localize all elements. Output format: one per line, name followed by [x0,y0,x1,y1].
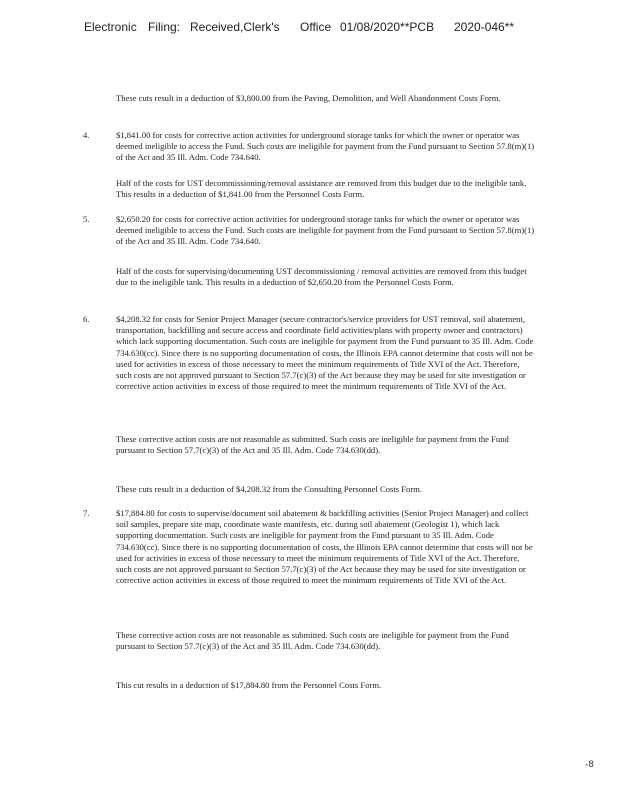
item-number: 4. [83,130,90,140]
paragraph: This cut results in a deduction of $17,884.80 from the Personnel Costs Form. [116,680,382,690]
header-docket: 2020-046** [454,20,515,34]
filing-header [84,20,584,36]
paragraph: Half of the costs for supervising/documenting UST decommissioning / removal activities are removed from this budget due to the ineligible tank. This results in a deduction of $2,650.20 from the Personnel Costs Form. [116,266,527,288]
header-electronic: Electronic [84,20,137,34]
paragraph: These corrective action costs are not reasonable as submitted. Such costs are ineligible for payment from the Fund pursuant to Section 57.7(c)(3) of the Act and 35 Ill. Adm. Code 734.630(dd). [116,630,509,652]
header-date: 01/08/2020**PCB [340,20,435,34]
header-filing: Filing: [148,20,181,34]
paragraph: These corrective action costs are not reasonable as submitted. Such costs are ineligible for payment from the Fund pursuant to Section 57.7(c)(3) of the Act and 35 Ill. Adm. Code 734.630(dd). [116,434,509,456]
header-received: Received,Clerk's [190,20,280,34]
item-number: 7. [83,508,90,518]
header-office: Office [300,20,332,34]
paragraph: Half of the costs for UST decommissioning/removal assistance are removed from this budget due to the ineligible tank. This results in a deduction of $1,841.00 from the Personnel Costs Form. [116,178,527,200]
paragraph: $17,884.80 for costs to supervise/document soil abatement & backfilling activities (Senior Project Manager) and collect soil samples, prepare site map, coordinate waste manifests, etc. during soil abatement (Geologist 1), which lack supporting documentation. Such costs are ineligible for payment from the Fund pursuant to 35 Ill. Adm. Code 734.630(cc). Since there is no supporting documentation of costs, the Illinois EPA cannot determine that costs will not be used for activities in excess of those necessary to meet the minimum requirements of Title XVI of the Act. Therefore, such costs are not approved pursuant to Section 57.7(c)(3) of the Act because they may be used for site investigation or corrective action activities in excess of those required to meet the minimum requirements of Title XVI of the Act. [116,508,533,586]
paragraph: $1,841.00 for costs for corrective action activities for underground storage tanks for which the owner or operator was deemed ineligible to access the Fund. Such costs are ineligible for payment from the Fund pursuant to Section 57.8(m)(1) of the Act and 35 Ill. Adm. Code 734.640. [116,130,535,163]
item-number: 5. [83,214,90,224]
paragraph: $4,208.32 for costs for Senior Project Manager (secure contractor's/service providers for UST removal, soil abatement, transportation, backfilling and secure access and coordinate field activities/plans with property owner and contractors) which lack supporting documentation. Such costs are ineligible for payment from the Fund pursuant to 35 Ill. Adm. Code 734.630(cc). Since there is no supporting documentation of costs, the Illinois EPA cannot determine that costs will not be used for activities in excess of those necessary to meet the minimum requirements of Title XVI of the Act. Therefore, such costs are not approved pursuant to Section 57.7(c)(3) of the Act because they may be used for site investigation or corrective action activities in excess of those required to meet the minimum requirements of Title XVI of the Act. [116,314,534,392]
paragraph: $2,650.20 for costs for corrective action activities for underground storage tanks for which the owner or operator was deemed ineligible to access the Fund. Such costs are ineligible for payment from the Fund pursuant to Section 57.8(m)(1) of the Act and 35 Ill. Adm. Code 734.640. [116,214,535,247]
paragraph: These cuts result in a deduction of $3,800.00 from the Paving, Demolition, and Well Abandonment Costs Form. [116,93,501,103]
paragraph: These cuts result in a deduction of $4,208.32 from the Consulting Personnel Costs Form. [116,484,423,494]
item-number: 6. [83,314,90,324]
page-mark: -8 [585,760,594,770]
